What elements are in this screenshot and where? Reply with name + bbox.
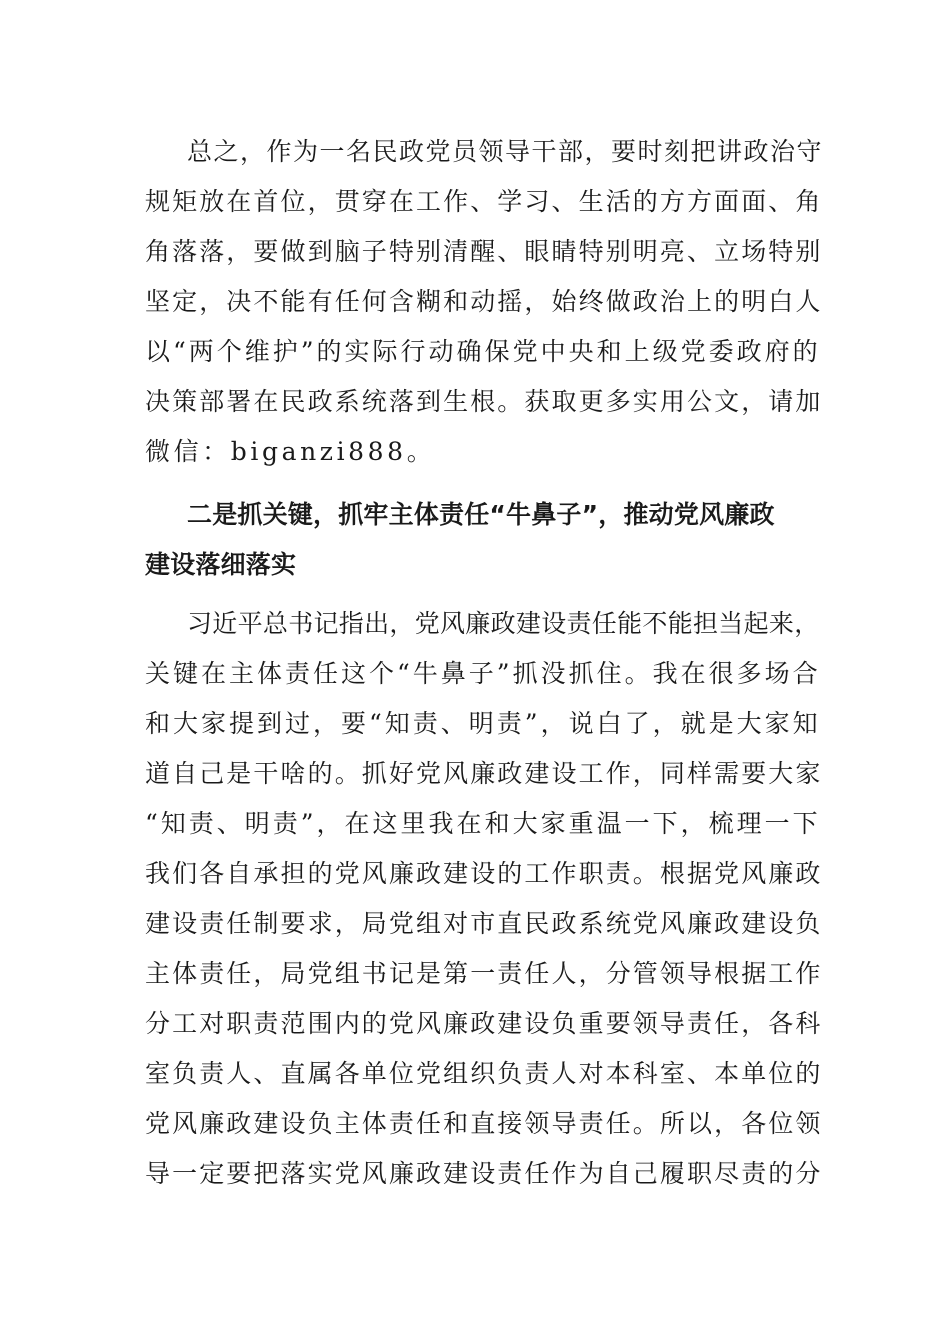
paragraph-1-line-3: 角落落，要做到脑子特别清醒、眼睛特别明亮、立场特别 xyxy=(145,237,823,266)
paragraph-2-line-5: “知责、明责”，在这里我在和大家重温一下，梳理一下 xyxy=(145,809,821,838)
paragraph-2-line-3: 和大家提到过，要“知责、明责”，说白了，就是大家知 xyxy=(145,709,821,738)
section-heading-line-2: 建设落细落实 xyxy=(145,550,297,579)
paragraph-2-line-7: 建设责任制要求，局党组对市直民政系统党风廉政建设负 xyxy=(145,909,823,938)
paragraph-1-line-1: 总之，作为一名民政党员领导干部，要时刻把讲政治守 xyxy=(187,137,824,166)
paragraph-2-line-2: 关键在主体责任这个“牛鼻子”抓没抓住。我在很多场合 xyxy=(145,659,821,688)
section-heading-line-1: 二是抓关键，抓牢主体责任“牛鼻子”，推动党风廉政 xyxy=(187,500,775,529)
paragraph-2-line-11: 党风廉政建设负主体责任和直接领导责任。所以，各位领 xyxy=(145,1109,823,1138)
paragraph-1-line-5: 以“两个维护”的实际行动确保党中央和上级党委政府的 xyxy=(145,337,821,366)
paragraph-1-line-6: 决策部署在民政系统落到生根。获取更多实用公文，请加 xyxy=(145,387,823,416)
paragraph-2-line-8: 主体责任，局党组书记是第一责任人，分管领导根据工作 xyxy=(145,959,823,988)
paragraph-2-line-12: 导一定要把落实党风廉政建设责任作为自己履职尽责的分 xyxy=(145,1159,823,1188)
paragraph-2-line-4: 道自己是干啥的。抓好党风廉政建设工作，同样需要大家 xyxy=(145,759,823,788)
paragraph-1-line-4: 坚定，决不能有任何含糊和动摇，始终做政治上的明白人 xyxy=(145,287,823,316)
paragraph-2-line-6: 我们各自承担的党风廉政建设的工作职责。根据党风廉政 xyxy=(145,859,823,888)
paragraph-2-line-9: 分工对职责范围内的党风廉政建设负重要领导责任，各科 xyxy=(145,1009,823,1038)
paragraph-1-line-7: 微信：biganzi888。 xyxy=(145,437,436,466)
paragraph-1-line-2: 规矩放在首位，贯穿在工作、学习、生活的方方面面、角 xyxy=(145,187,823,216)
paragraph-2-line-10: 室负责人、直属各单位党组织负责人对本科室、本单位的 xyxy=(145,1059,823,1088)
paragraph-2-line-1: 习近平总书记指出，党风廉政建设责任能不能担当起来， xyxy=(187,609,820,638)
